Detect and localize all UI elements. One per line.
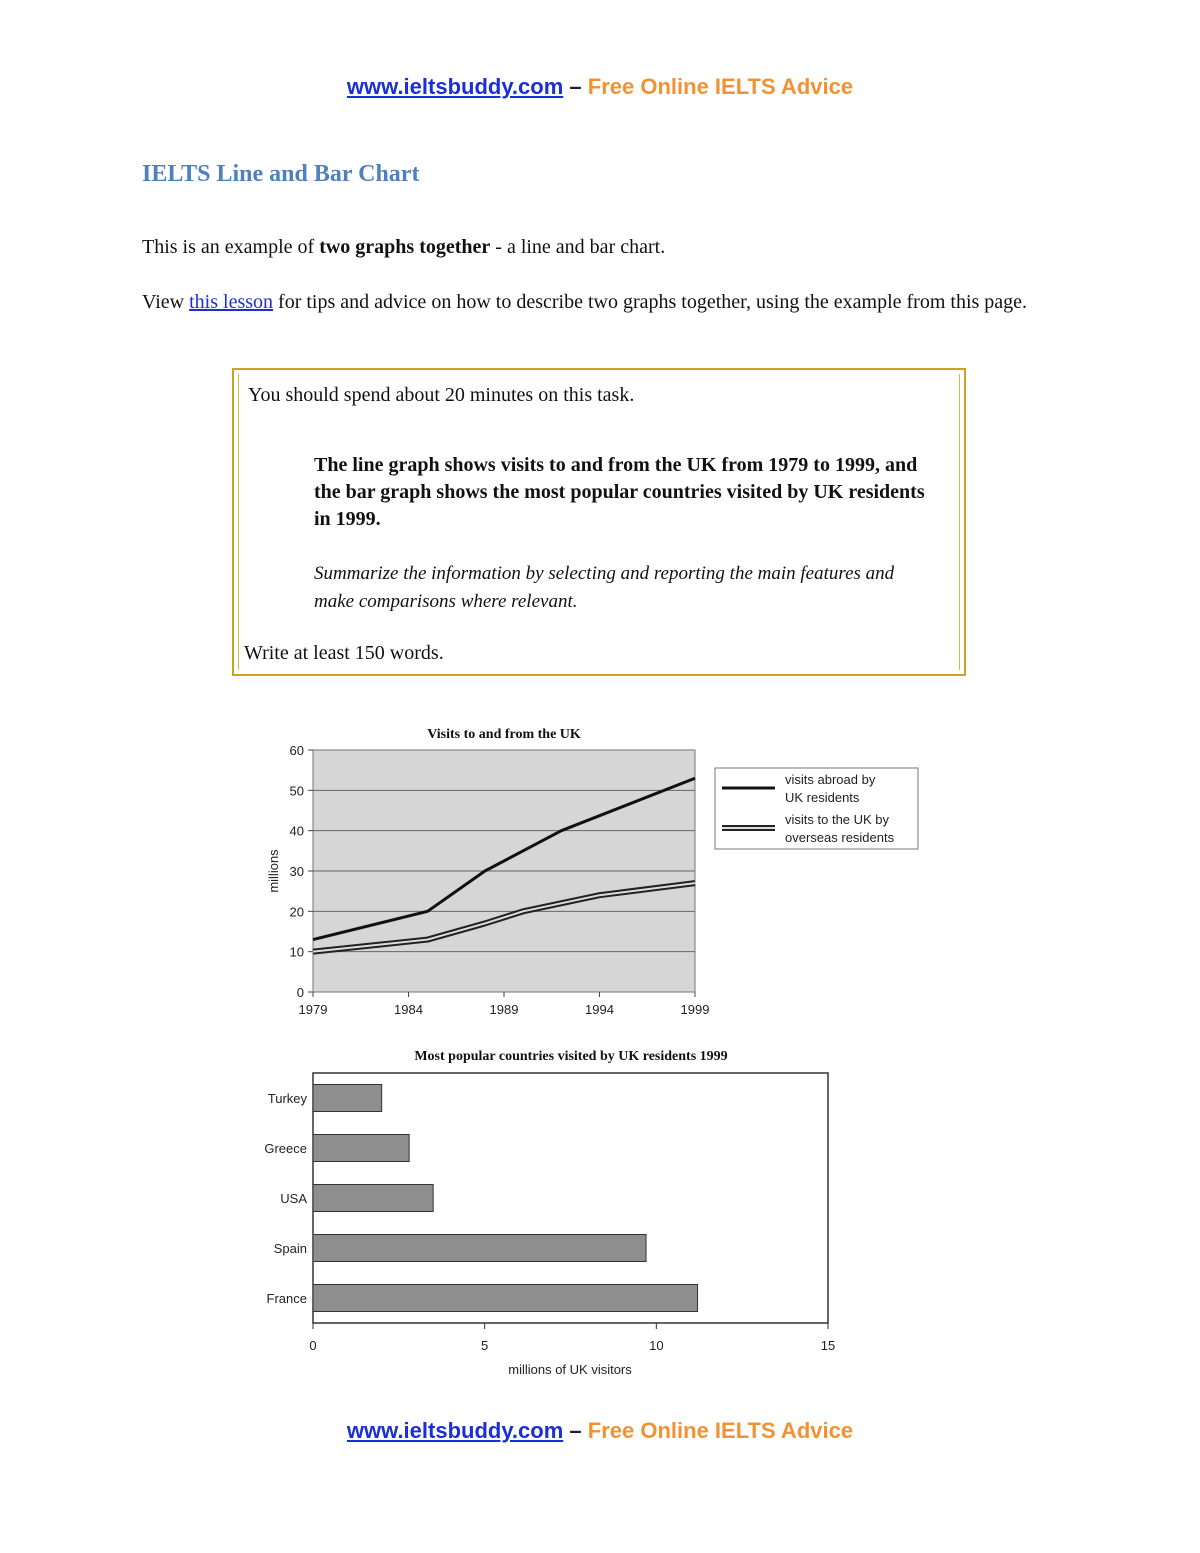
page-title: IELTS Line and Bar Chart: [142, 161, 420, 187]
intro-paragraph: [142, 233, 1062, 261]
line-chart-y-tick-label: 40: [289, 823, 304, 839]
lesson-link[interactable]: this lesson: [189, 291, 274, 313]
page-footer: [0, 1418, 1200, 1444]
bar-category-label: Greece: [264, 1141, 307, 1156]
line-chart-y-tick-label: 0: [296, 985, 304, 1000]
line-chart: [0, 715, 1200, 1030]
lesson-prefix: View: [142, 291, 190, 313]
lesson-paragraph: [142, 288, 1062, 316]
bar-chart-x-tick-label: 0: [309, 1338, 317, 1353]
legend-label-uk-visits-abroad: visits abroad by UK residents: [785, 772, 876, 805]
bar-chart-x-tick-label: 5: [481, 1338, 489, 1353]
footer-dash: –: [569, 1418, 582, 1443]
line-chart-y-tick-label: 20: [289, 904, 304, 920]
bar-usa: [313, 1185, 433, 1212]
bar-turkey: [313, 1085, 382, 1112]
bar-chart-x-axis-label: millions of UK visitors: [508, 1362, 632, 1375]
line-chart-x-tick-label: 1994: [585, 1002, 614, 1017]
line-chart-y-tick-label: 30: [289, 864, 304, 879]
intro-prefix: This is an example of: [142, 236, 320, 258]
line-chart-x-tick-label: 1999: [680, 1002, 710, 1017]
footer-tagline: Free Online IELTS Advice: [587, 1418, 854, 1443]
task-instruction: Summarize the information by selecting and reporting the main features and make comparisons where relevant.: [314, 563, 895, 612]
lesson-suffix: for tips and advice on how to describe two graphs together, using the example from this page.: [273, 291, 1028, 313]
task-time: You should spend about 20 minutes on this task.: [248, 384, 635, 406]
line-chart-y-tick-label: 60: [289, 743, 304, 758]
bar-category-label: France: [266, 1291, 307, 1306]
bar-chart-x-tick-label: 15: [820, 1338, 836, 1353]
header-site-link[interactable]: www.ieltsbuddy.com: [346, 74, 564, 99]
bar-greece: [313, 1135, 409, 1162]
line-chart-title: Visits to and from the UK: [427, 727, 581, 742]
bar-category-label: Spain: [273, 1241, 307, 1256]
bar-france: [313, 1285, 698, 1312]
legend-label-overseas-visits: visits to the UK by overseas residents: [785, 812, 895, 845]
line-chart-x-tick-label: 1984: [394, 1002, 423, 1017]
page-header: [0, 74, 1200, 100]
line-chart-y-tick-label: 50: [289, 783, 304, 799]
line-chart-x-tick-label: 1979: [298, 1002, 328, 1017]
bar-chart-x-tick-label: 10: [649, 1338, 664, 1353]
intro-suffix: - a line and bar chart.: [490, 236, 666, 258]
footer-site-link[interactable]: www.ieltsbuddy.com: [346, 1418, 564, 1443]
bar-chart: [0, 1040, 1200, 1375]
header-dash: –: [569, 74, 582, 99]
bar-category-label: USA: [280, 1191, 307, 1206]
task-box: [232, 368, 966, 676]
task-description: The line graph shows visits to and from the UK from 1979 to 1999, and the bar graph shows the most popular countries visited by UK residents in 1999.: [314, 454, 925, 530]
intro-bold: two graphs together: [319, 236, 491, 258]
bar-category-label: Turkey: [267, 1091, 307, 1106]
line-chart-y-axis-label: millions: [266, 849, 281, 893]
bar-spain: [313, 1235, 646, 1262]
line-chart-y-tick-label: 10: [289, 944, 304, 960]
header-tagline: Free Online IELTS Advice: [587, 74, 854, 99]
bar-chart-title: Most popular countries visited by UK residents 1999: [414, 1049, 728, 1064]
legend-label-line: UK residents: [785, 790, 860, 805]
task-word-count: Write at least 150 words.: [244, 642, 444, 664]
legend-label-line: overseas residents: [785, 830, 895, 845]
line-chart-x-tick-label: 1989: [489, 1002, 519, 1017]
